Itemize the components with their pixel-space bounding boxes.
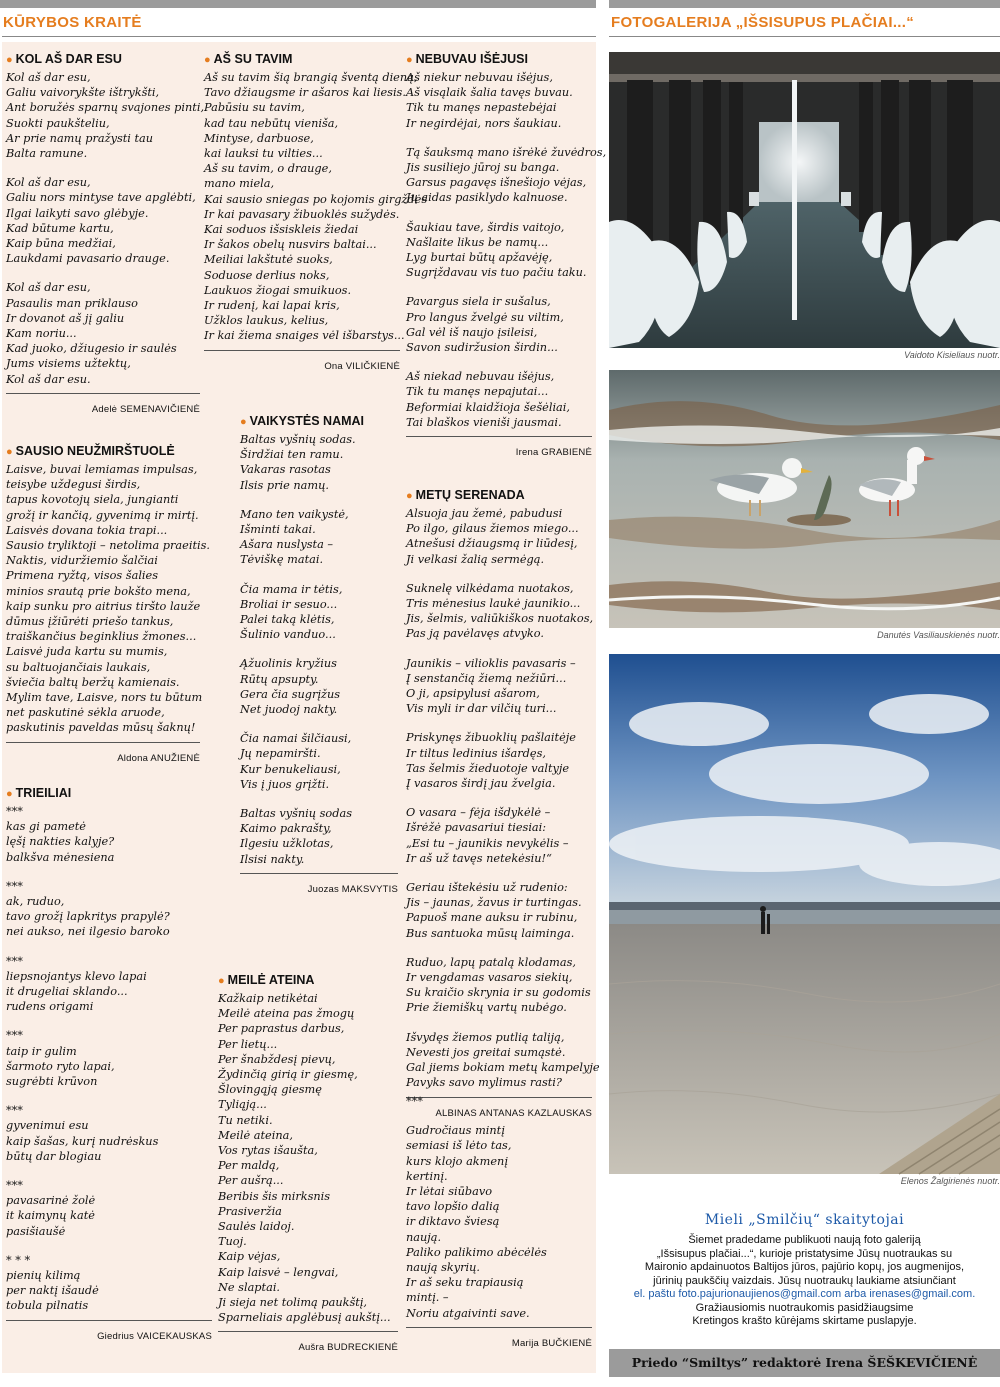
notice-line: „Išsisupus plačiai...“, kurioje pristatysime Jūsų nuotraukas su — [656, 1247, 953, 1260]
poem-line: Tu netiki. — [218, 1113, 273, 1127]
poem-line: Sausio tryliktoji – netolima praeitis. — [6, 539, 211, 553]
poem-line: Išvydęs žiemos putlią taliją, — [406, 1030, 565, 1044]
poem-line: „Esi tu – jaunikis nevykėlis – — [406, 836, 569, 850]
poem-author: Ona VILIČKIENĖ — [324, 360, 400, 372]
poem-line: Savon sudiržusion širdin... — [406, 341, 558, 355]
poem-title — [6, 52, 200, 70]
bullet-icon: ● — [240, 416, 247, 428]
poem-line: Atnešusi džiaugsmą ir liūdesį, — [406, 537, 578, 551]
poem-line: mintį. – — [406, 1291, 449, 1305]
poem-line: liepsnojantys klevo lapai — [6, 969, 147, 983]
poem-title-text: METŲ SERENADA — [415, 488, 525, 502]
readers-notice — [609, 1212, 1000, 1329]
poem-line: *** — [6, 1104, 23, 1118]
poem-vaikystes-namai — [240, 414, 398, 895]
poem-line: grožį ir kančią, gyvenimą ir mirtį. — [6, 508, 199, 522]
notice-line: Maironio apdainuotos Baltijos jūros, pajūrio kopų, jos augmenijos, — [644, 1261, 965, 1273]
poem-line: Pasaulis man priklauso — [6, 296, 138, 310]
top-bar-left — [0, 0, 596, 8]
poem-line: taip ir gulim — [6, 1044, 77, 1058]
poem-line: Laisve, buvai lemiamas impulsas, — [6, 463, 198, 476]
poem-line: gyvenimui esu — [6, 1119, 89, 1133]
poem-title-text: KOL AŠ DAR ESU — [15, 52, 122, 66]
poem-line: Tik tu manęs nepastebėjai — [406, 101, 557, 115]
poem-line: Mintyse, darbuose, — [204, 131, 314, 145]
poem-line: kas gi pametė — [6, 820, 86, 834]
poem-title-text: VAIKYSTĖS NAMAI — [249, 414, 365, 428]
poem-author: Giedrius VAICEKAUSKAS — [97, 1330, 212, 1342]
notice-email-line[interactable]: el. paštu foto.pajurionaujienos@gmail.com arba irenases@gmail.com. — [633, 1288, 976, 1300]
poem-title — [406, 52, 592, 70]
poem-line: Laisvės dovana tokia trapi... — [6, 523, 168, 537]
poem-line: Ar prie namų pražysti tau — [6, 131, 154, 145]
poem-line: Ji velkasi žalią sermėgą. — [406, 552, 545, 566]
poem-line: Galiu vaivorykšte ištrykšti, — [6, 86, 160, 100]
poem-title-text: NEBUVAU IŠĖJUSI — [415, 52, 528, 66]
section-title-fotogalerija: FOTOGALERIJA „IŠSISUPUS PLAČIAI...“ — [611, 14, 915, 31]
poem-line: Žydinčią girią ir giesmę, — [218, 1068, 358, 1082]
stanza-break — [406, 131, 592, 145]
top-bar-right — [609, 0, 1000, 8]
poem-line: Per lietų... — [218, 1037, 278, 1051]
frozen-pier-image — [609, 52, 1000, 348]
poem-line: Prie žiemiškų vartų nubėgo. — [406, 1001, 567, 1015]
stanza-break — [6, 1239, 212, 1253]
section-title-kurybos: KŪRYBOS KRAITĖ — [3, 14, 142, 31]
poem-line: Tuoj. — [218, 1235, 247, 1249]
poem-line: Aš niekur nebuvau išėjus, — [406, 71, 553, 84]
poem-line: Gudročiaus mintį — [406, 1124, 505, 1138]
poem-line: Šulinio vanduo... — [240, 628, 336, 642]
poem-line: Išrėžė pavasariui tiesiai: — [406, 821, 547, 835]
poem-meile-ateina — [218, 973, 398, 1353]
poem-line: Saulės laidoj. — [218, 1220, 295, 1234]
poem-line: Jis susiliejo jūroj su banga. — [406, 161, 560, 175]
poem-line: Kad juoko, džiugesio ir saulės — [6, 342, 177, 356]
poem-line: Jums visiems užtektų, — [6, 357, 131, 371]
poem-line: Ir kai pavasary žibuoklės sužydės. — [204, 207, 400, 221]
poem-metu-serenada — [406, 488, 600, 1119]
author-divider — [6, 1320, 212, 1321]
poem-line: Tas šelmis žieduotoje valtyje — [406, 761, 570, 775]
poem-line: Ir vengdamas vasaros siekių, — [406, 971, 573, 985]
poem-line: Noriu atgaivinti save. — [406, 1306, 530, 1320]
header-rule-left — [2, 36, 596, 37]
poem-line: Čia mama ir tėtis, — [240, 582, 343, 596]
poem-line: kertinį. — [406, 1169, 448, 1183]
poem-line: Sparneliais apglėbusį aukštį... — [218, 1311, 391, 1325]
poem-line: Vis į juos grįžti. — [240, 777, 330, 791]
poem-line: Išminti takai. — [240, 523, 316, 537]
poem-line: Kur benukeliausi, — [240, 762, 341, 776]
bullet-icon: ● — [406, 54, 413, 66]
poem-line: lęšį nakties kalyje? — [6, 835, 115, 849]
stanza-break — [240, 792, 398, 806]
poem-line: it drugeliai sklando... — [6, 985, 128, 999]
credit-photo-2: Danutės Vasiliauskienės nuotr. — [877, 630, 1000, 640]
notice-closing: Gražiausiomis nuotraukomis pasidžiaugsime — [695, 1301, 914, 1314]
poem-line: pavasarinė žolė — [6, 1194, 96, 1208]
poem-line: Per aušrą... — [218, 1174, 284, 1188]
poem-line: Prasiveržia — [218, 1204, 282, 1218]
poem-line: O ji, apsipylusi ašarom, — [406, 687, 540, 701]
poem-title-text: MEILĖ ATEINA — [227, 973, 315, 987]
stanza-break — [406, 791, 592, 805]
poem-line: semiasi iš lėto tas, — [406, 1139, 512, 1153]
notice-closing: Kretingos krašto kūrėjams skirtame puslapyje. — [692, 1315, 917, 1327]
poem-line: su baltuojančiais laukais, — [6, 660, 151, 674]
poem-line: rudens origami — [6, 1000, 94, 1014]
poem-line: Suknelę vilkėdama nuotakos, — [406, 581, 574, 595]
bullet-icon: ● — [406, 490, 413, 502]
poem-line: O vasara – fėja išdykėlė – — [406, 806, 551, 820]
poem-line: Ilsis prie namų. — [240, 478, 329, 492]
poem-line: Bus santuoka mūsų laiminga. — [406, 926, 575, 940]
poem-line: traiškančius beginklius žmones... — [6, 630, 197, 644]
poem-line: Gal vėl iš naujo įsileisi, — [406, 325, 538, 339]
poem-line: sugrėbti krūvon — [6, 1075, 98, 1089]
photo-frozen-pier — [609, 52, 1000, 348]
poem-line: Priskynęs žibuoklių pašlaitėje — [406, 731, 576, 745]
author-divider — [406, 436, 592, 437]
poem-line: Kol aš dar esu. — [6, 372, 91, 386]
stanza-break — [406, 1016, 592, 1030]
credit-photo-3: Elenos Žalgirienės nuotr. — [900, 1176, 1000, 1186]
stanza-break — [6, 161, 200, 175]
bullet-icon: ● — [6, 446, 13, 458]
poem-line: kurs klojo akmenį — [406, 1154, 508, 1168]
notice-heading: Mieli „Smilčių“ skaitytojai — [704, 1212, 905, 1228]
beach-image — [609, 654, 1000, 1174]
poem-line: Meilė ateina pas žmogų — [218, 1007, 355, 1021]
poem-line: Ir lėtai siūbavo — [406, 1185, 493, 1199]
poem-line: Vos rytas išaušta, — [218, 1144, 318, 1158]
poem-line: *** — [6, 954, 23, 968]
poem-line: tapus kovotojų siela, jungianti — [6, 493, 179, 507]
poem-line: Mylim tave, Laisve, nors tu būtum — [6, 691, 203, 705]
poem-line: Užklos laukus, kelius, — [204, 314, 329, 328]
bullet-icon: ● — [204, 54, 211, 66]
poem-line: Pabūsiu su tavim, — [204, 101, 305, 115]
poem-title-text: TRIEILIAI — [15, 786, 72, 800]
poem-line: *** — [406, 1095, 423, 1108]
poem-line: Našlaite likus be namų... — [406, 235, 549, 249]
poem-line: būtų dar blogiau — [6, 1149, 102, 1163]
poem-line: kai lauksi tu vilties... — [204, 147, 323, 161]
poem-line: Čia namai šilčiausi, — [240, 732, 352, 746]
poem-line: tobula pilnatis — [6, 1299, 89, 1313]
author-divider — [240, 873, 398, 874]
poem-line: Tėviškę matai. — [240, 553, 324, 567]
seagulls-image — [609, 370, 1000, 628]
poem-line: Galiu nors mintyse tave apglėbti, — [6, 191, 196, 205]
poem-line: teisybe uždegusi širdis, — [6, 478, 141, 492]
poem-line: ak, ruduo, — [6, 895, 65, 909]
poem-line: Suokti paukšteliu, — [6, 116, 110, 130]
author-divider — [6, 742, 200, 743]
poem-author: Aldona ANUŽIENĖ — [117, 752, 200, 764]
poem-line: Kad būtume kartu, — [6, 221, 114, 235]
poem-title — [218, 973, 398, 991]
stanza-break — [6, 1014, 212, 1028]
poem-line: kad tau nebūtų vieniša, — [204, 116, 339, 130]
poem-line: Tris mėnesius laukė jaunikio... — [406, 597, 581, 611]
poem-line: Geriau ištekėsiu už rudenio: — [406, 881, 568, 895]
poem-line: šviečia baltų beržų kamienais. — [6, 675, 180, 689]
poem-line: kaip šašas, kurį nudrėskus — [6, 1134, 159, 1148]
poem-line: Palei taką klėtis, — [240, 613, 335, 627]
poem-line: Paliko palikimo abėcėlės — [406, 1245, 547, 1259]
poem-line: Ir šakos obelų nusvirs baltai... — [204, 238, 377, 252]
poem-title — [6, 786, 212, 804]
poem-line: naują. — [406, 1230, 442, 1244]
stanza-break — [6, 1164, 212, 1178]
poem-line: Tik tu manęs nepajutai... — [406, 385, 549, 399]
poem-line: Laukuos žiogai smuikuos. — [204, 283, 352, 297]
poem-line: Ir aš už tavęs netekėsiu!“ — [406, 851, 552, 865]
poem-line: minios srautą prie bokšto mena, — [6, 584, 191, 598]
poem-line: Ir aš seku trapiausią — [406, 1276, 524, 1290]
poem-line: Ilsisi nakty. — [240, 852, 305, 866]
poem-line: Sugrįždavau vis tuo pačiu taku. — [406, 266, 587, 280]
poem-author: Aušra BUDRECKIENĖ — [298, 1342, 398, 1354]
author-divider — [6, 393, 200, 394]
poem-as-su-tavim — [204, 52, 428, 372]
poem-line: Jų aidas pasiklydo kalnuose. — [406, 191, 568, 205]
poem-line: Ir dovanot aš jį galiu — [6, 311, 125, 325]
poem-line: Baltas vyšnių sodas. — [240, 433, 356, 446]
poem-line: Vakaras rasotas — [240, 463, 331, 477]
poem-line: Rūtų apsupty. — [240, 672, 319, 686]
poem-title-text: AŠ SU TAVIM — [213, 52, 293, 66]
poem-line: Aš su tavim šią brangią šventą dieną, — [204, 71, 418, 84]
poem-line: Pavargus siela ir sušalus, — [406, 295, 551, 309]
poem-line: Meiliai lakštutė suoks, — [204, 253, 333, 267]
photo-seagulls — [609, 370, 1000, 628]
poem-line: Ant boružės sparnų svajones pinti, — [6, 101, 205, 115]
poem-line: Pas ją pavėlavęs atvyko. — [406, 627, 544, 641]
poem-line: Jis – jaunas, žavus ir turtingas. — [406, 896, 582, 910]
poem-title — [6, 444, 200, 462]
poem-line: dūmus įžiūrėti priešo tankus, — [6, 615, 174, 629]
poem-line: Ir kai žiema snaiges vėl išbarstys... — [204, 329, 405, 343]
poem-trieiliai — [6, 786, 212, 1342]
poem-line: Kaip laisvė – lengvai, — [218, 1265, 339, 1279]
poem-title — [204, 52, 400, 70]
poem-line: Baltas vyšnių sodas — [240, 807, 352, 821]
poem-line: Kol aš dar esu, — [6, 281, 91, 295]
poem-line: Tavo džiaugsme ir ašaros kai liesis. — [204, 86, 406, 100]
poem-line: Kol aš dar esu, — [6, 71, 91, 84]
poem-gudrociaus — [406, 1094, 592, 1349]
poem-sausio-neuzmirstuole — [6, 444, 211, 764]
poem-line: pasišiaušė — [6, 1224, 66, 1238]
poem-line: Vis myli ir dar vilčių turi... — [406, 702, 557, 716]
poem-line: Tai blaškos vieniši jausmai. — [406, 415, 562, 429]
poem-line: nei aukso, nei ilgesio baroko — [6, 925, 170, 939]
poem-line: Tą šauksmą mano išrėkė žuvėdros, — [406, 145, 607, 159]
poem-line: Per paprastus darbus, — [218, 1022, 345, 1036]
poem-line: Ir tiltus ledinius išardęs, — [406, 746, 546, 760]
poem-line: Mano ten vaikystė, — [240, 507, 349, 521]
poem-line: tavo grožį lapkritys prapylė? — [6, 910, 170, 924]
poem-line: *** — [6, 1029, 23, 1043]
poem-line: Soduose derlius noks, — [204, 268, 330, 282]
poem-line: Kaip būna medžiai, — [6, 237, 116, 251]
poem-line: Beformiai klaidžioja šešėliai, — [406, 400, 570, 414]
poem-line: Ir rudenį, kai lapai kris, — [204, 299, 340, 313]
poem-line: Beribis šis mirksnis — [218, 1189, 331, 1203]
author-divider — [204, 350, 400, 351]
poem-line: Alsuoja jau žemė, pabudusi — [406, 507, 563, 520]
poem-line: Garsus pagavęs išnešiojo vėjas, — [406, 176, 587, 190]
poem-line: tavo lopšio dalią — [406, 1200, 500, 1214]
poem-line: Per maldą, — [218, 1159, 280, 1173]
stanza-break — [406, 642, 592, 656]
poem-line: it kaimynų katė — [6, 1209, 95, 1223]
poem-line: Kažkaip netikėtai — [218, 992, 318, 1005]
poem-line: Po ilgo, gilaus žiemos miego... — [406, 522, 579, 536]
poem-line: Per šnabždesį pievų, — [218, 1052, 336, 1066]
poem-line: Pavyks savo mylimus rasti? — [406, 1076, 562, 1090]
poem-line: Laukdami pavasario drauge. — [6, 252, 170, 266]
poem-line: Kai soduos išsiskleis žiedai — [204, 223, 359, 237]
poem-title — [406, 488, 592, 506]
poem-line: Ir negirdėjai, nors šaukiau. — [406, 116, 562, 130]
poem-nebuvau-isejusi — [406, 52, 607, 459]
photo-beach — [609, 654, 1000, 1174]
poem-line: Pro langus žvelgė su viltim, — [406, 310, 564, 324]
poem-line: Širdžiai ten ramu. — [240, 448, 344, 462]
stanza-break — [6, 1089, 212, 1103]
poem-line: Tyliąją... — [218, 1098, 267, 1112]
poem-line: Šaukiau tave, širdis vaitojo, — [406, 220, 565, 234]
poem-line: Aš niekad nebuvau išėjus, — [406, 370, 555, 384]
poem-line: šarmoto ryto lapai, — [6, 1059, 115, 1073]
poem-line: Kaip vėjas, — [218, 1250, 281, 1264]
poem-line: Nevesti jos greitai sumąstė. — [406, 1045, 566, 1059]
poem-line: Jų nepamiršti. — [240, 747, 321, 761]
poem-line: Laisvė juda kartu su mumis, — [6, 645, 168, 659]
poem-line: per naktį išaudė — [6, 1284, 99, 1298]
poem-line: mano miela, — [204, 177, 275, 191]
stanza-break — [406, 941, 592, 955]
editor-footer: Priedo “Smiltys” redaktorė Irena ŠEŠKEVIČIENĖ — [609, 1349, 1000, 1377]
poem-line: Net juodoj nakty. — [240, 703, 338, 717]
author-divider — [406, 1327, 592, 1328]
notice-line: jūrinių paukščių vaizdais. Jūsų nuotraukų laukiame atsiunčiant — [653, 1274, 956, 1287]
poem-line: Kol aš dar esu, — [6, 176, 91, 190]
poem-line: Ji sieja net tolimą paukštį, — [218, 1296, 367, 1310]
stanza-break — [240, 493, 398, 507]
author-divider — [218, 1331, 398, 1332]
poem-line: Gera čia sugrįžus — [240, 687, 341, 701]
poem-line: Meilė ateina, — [218, 1128, 293, 1142]
poem-author: ALBINAS ANTANAS KAZLAUSKAS — [435, 1107, 592, 1119]
poem-line: balkšva mėnesiena — [6, 850, 115, 864]
poem-line: pienių kilimą — [6, 1269, 81, 1283]
poem-line: Su kraičio skrynia ir su godomis — [406, 986, 591, 1000]
poem-line: naują skyrių. — [406, 1261, 481, 1275]
stanza-break — [406, 206, 592, 220]
poem-line: Jaunikis – vilioklis pavasaris – — [406, 656, 576, 670]
poem-line: Kai sausio sniegas po kojomis girgždės — [204, 192, 428, 206]
stanza-break — [6, 865, 212, 879]
poem-author: Irena GRABIENĖ — [515, 447, 592, 459]
poem-author: Marija BUČKIENĖ — [511, 1337, 592, 1349]
poem-line: ir diktavo šviesą — [406, 1215, 500, 1229]
poem-line: kaip sunku pro aitrius tiršto lauže — [6, 599, 201, 613]
poem-line: Ilgai laikyti savo glėbyje. — [6, 206, 149, 220]
poem-author: Adelė SEMENAVIČIENĖ — [91, 403, 200, 415]
stanza-break — [6, 940, 212, 954]
notice-line: Šiemet pradedame publikuoti naują foto galeriją — [688, 1234, 921, 1246]
poem-line: * * * — [6, 1253, 31, 1267]
stanza-break — [240, 717, 398, 731]
stanza-break — [406, 866, 592, 880]
poem-line: Primena ryžtą, visos šalies — [6, 569, 159, 583]
poem-line: Naktis, viduržiemio šalčiai — [6, 554, 158, 568]
poem-line: Gal jiems bokiam metų kampelyje — [406, 1061, 600, 1075]
poem-line: Aš su tavim, o drauge, — [204, 162, 332, 176]
stanza-break — [240, 642, 398, 656]
poem-line: Kam noriu... — [6, 327, 77, 341]
poem-line: Ruduo, lapų patalą klodamas, — [406, 955, 576, 969]
stanza-break — [406, 1109, 592, 1123]
poem-kol-as-dar-esu — [6, 52, 205, 415]
poem-line: Broliai ir sesuo... — [240, 597, 338, 611]
header-rule-right — [609, 36, 1000, 37]
poem-title — [240, 414, 398, 432]
stanza-break — [6, 266, 200, 280]
poem-line: Ne slaptai. — [218, 1280, 281, 1294]
poem-line: Ašara nuslysta – — [240, 538, 334, 552]
stanza-break — [406, 716, 592, 730]
poem-line: Šlovingąją giesmę — [218, 1083, 322, 1097]
poem-line: Balta ramune. — [6, 147, 88, 161]
poem-line: *** — [6, 1179, 23, 1193]
poem-title-text: SAUSIO NEUŽMIRŠTUOLĖ — [15, 444, 175, 458]
poem-line: Ąžuolinis kryžius — [240, 657, 337, 671]
credit-photo-1: Vaidoto Kisieliaus nuotr. — [904, 350, 1000, 360]
poem-author: Juozas MAKSVYTIS — [307, 883, 398, 895]
poem-line: *** — [6, 805, 23, 818]
poem-line: Papuoš mane auksu ir rubinu, — [406, 911, 578, 925]
stanza-break — [406, 280, 592, 294]
poem-line: Aš visąlaik šalia tavęs buvau. — [406, 86, 573, 100]
poem-line: Į vasaros širdį jau žvelgia. — [406, 777, 556, 791]
poem-line: Į senstančią žiemą nežiūri... — [406, 671, 567, 685]
stanza-break — [406, 567, 592, 581]
poem-line: Jis, šelmis, valiūkiškos nuotakos, — [406, 612, 594, 626]
stanza-break — [406, 355, 592, 369]
poem-line: Ilgesiu užklotas, — [240, 837, 334, 851]
bullet-icon: ● — [6, 54, 13, 66]
poem-line: Lyg burtai būtų apžavėję, — [406, 251, 553, 265]
stanza-break — [240, 568, 398, 582]
poem-line: paskutinis paveldas mūsų šaknų! — [6, 721, 196, 735]
bullet-icon: ● — [6, 788, 13, 800]
poem-line: *** — [6, 879, 23, 893]
bullet-icon: ● — [218, 975, 225, 987]
poem-line: Kaimo pakrašty, — [240, 822, 332, 836]
poem-line: net paskutinė sėkla aruode, — [6, 706, 165, 720]
